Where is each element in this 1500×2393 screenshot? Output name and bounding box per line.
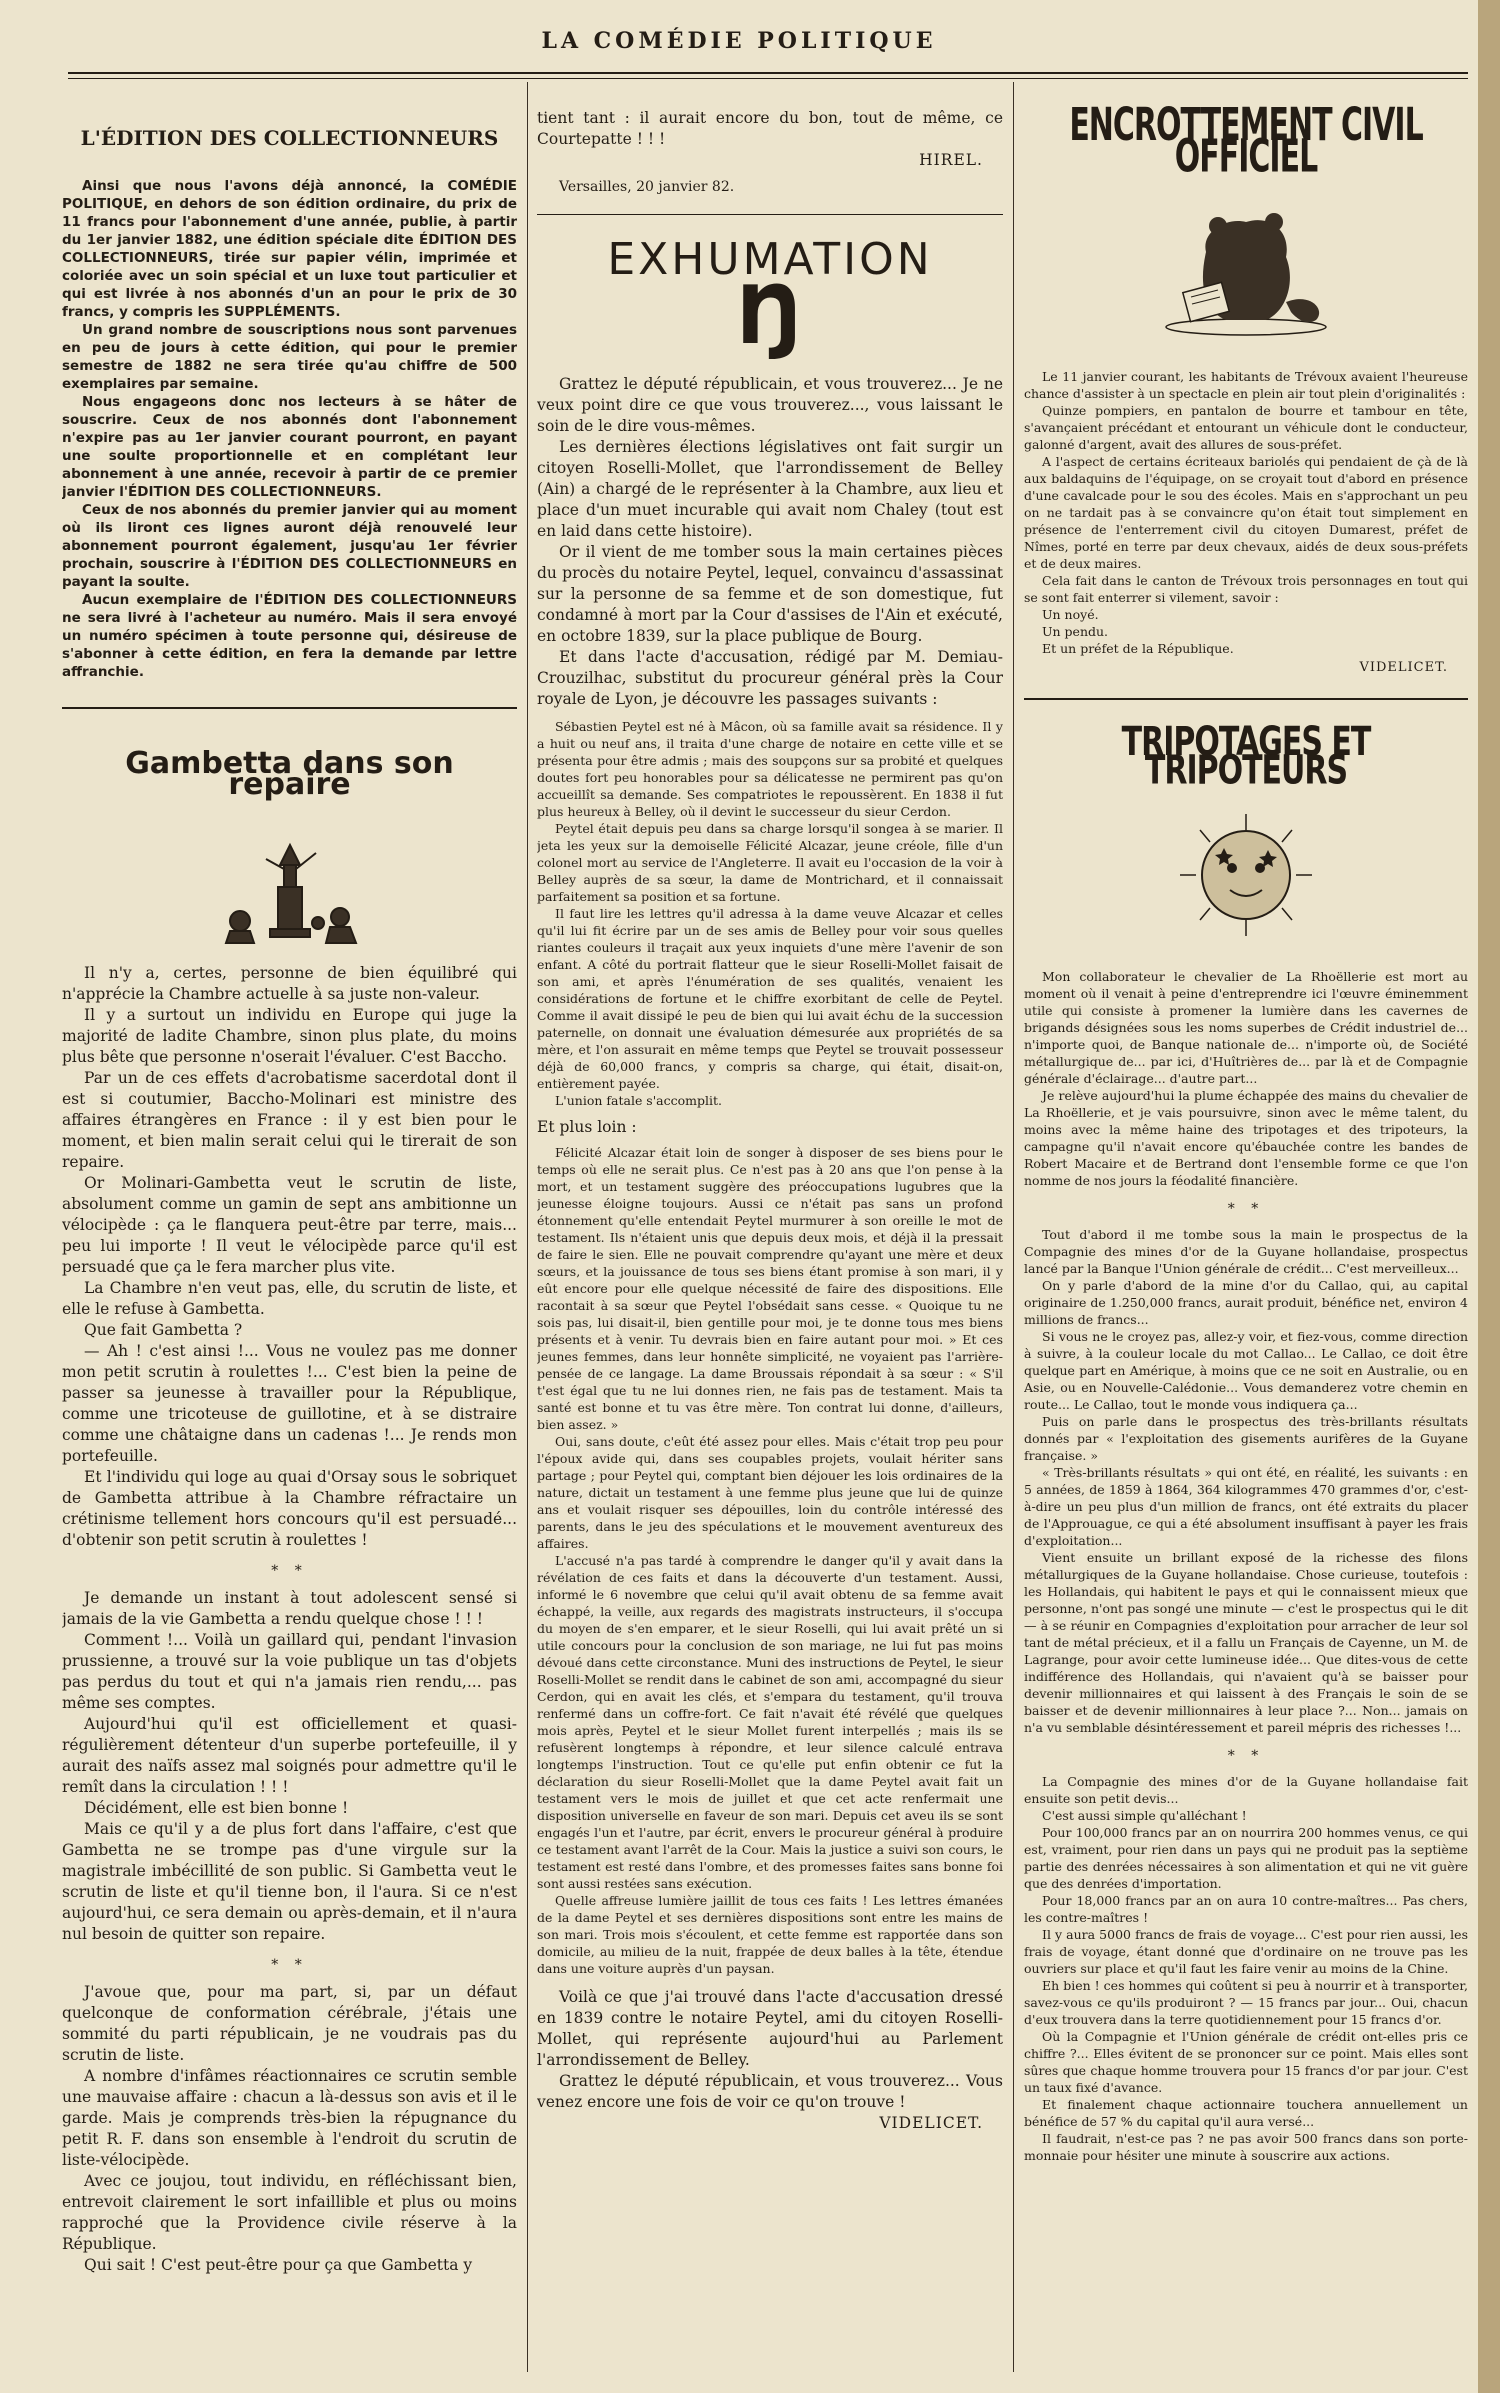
bear-rat-illustration bbox=[1146, 192, 1346, 342]
section-rule bbox=[1024, 698, 1468, 700]
article-paragraph: Pour 100,000 francs par an on nourrira 200 hommes venus, ce qui est, vraiment, pour rien dans un pays qui ne produit pas la septième partie des denrées nécessaires à son alimentation et qui ne vit guère que des denrées d'importation. bbox=[1024, 1825, 1468, 1891]
quote-paragraph: Il faut lire les lettres qu'il adressa à la dame veuve Alcazar et celles qu'il lui fit écrire par un de ses amis de Belley pour voir sous quelles riantes couleurs il traçait aux yeux inquiets d'une mère l'avenir de son enfant. A côté du portrait flatteur que le sieur Roselli-Mollet faisait de son ami, et après l'énumération de ses qualités, venaient les considérations de fortune et le chiffre exorbitant de celle de Peytel. Comme il avait dissipé le peu de bien qui lui avait échu de la succession paternelle, on donnait une évaluation démesurée aux propriétés de sa mère, et l'on assurait en même temps que Peytel se trouvait possesseur déjà de 60,000 francs, y compris sa charge, qui était, disait-on, entièrement payée. bbox=[537, 906, 1003, 1091]
column-divider-1 bbox=[527, 82, 528, 2372]
bishop-statue-illustration bbox=[200, 825, 380, 945]
article-paragraph: Avec ce joujou, tout individu, en réfléchissant bien, entrevoit clairement le sort infaillible et plus ou moins rapproché que la Providence civile réserve à la République. bbox=[62, 2172, 517, 2253]
collectors-edition-notice bbox=[62, 177, 517, 681]
dateline: Versailles, 20 janvier 82. bbox=[559, 179, 735, 195]
gambetta-body-b bbox=[62, 1588, 517, 1945]
tripotages-body-a bbox=[1024, 968, 1468, 1189]
notice-paragraph: Ainsi que nous l'avons déjà annoncé, la COMÉDIE POLITIQUE, en dehors de son édition ordinaire, du prix de 11 francs pour l'abonnement d'une année, publie, à partir du 1er janvier 1882, une édition spéciale dite ÉDITION DES COLLECTIONNEURS, tirée sur papier vélin, imprimée et coloriée avec un soin spécial et un luxe tout particulier et qui est livrée à nos abonnés d'un an pour le prix de 30 francs, y compris les SUPPLÉMENTS. bbox=[62, 178, 517, 320]
section-stars: * * bbox=[1227, 1748, 1265, 1764]
article-paragraph: Un noyé. bbox=[1042, 607, 1099, 622]
article-paragraph: Puis on parle dans le prospectus des très-brillants résultats donnés par « l'exploitation des gisements aurifères de la Guyane française. » bbox=[1024, 1414, 1468, 1463]
article-paragraph: Il y aura 5000 francs de frais de voyage... C'est pour rien aussi, les frais de voyage, étant donné que d'ordinaire on ne trouve pas les ouvriers sur place et qu'il faut les faire venir au moins de la Chine. bbox=[1024, 1927, 1468, 1976]
tripotages-body-b bbox=[1024, 1226, 1468, 1736]
quote-paragraph: Oui, sans doute, c'eût été assez pour elles. Mais c'était trop peu pour l'époux avide qui, dans ses coupables projets, voulait hériter sans partage ; pour Peytel qui, comptant bien déjouer les lois ordinaires de la nature, dictait un testament à une femme plus jeune que lui de quinze ans et voulait risquer ses dépouilles, loin du contrôle intéressé des parents, dans le jeu des spéculations et le mouvement aventureux des affaires. bbox=[537, 1434, 1003, 1551]
article-paragraph: Mais ce qu'il y a de plus fort dans l'affaire, c'est que Gambetta ne se trompe pas d'une virgule sur la magistrale imbécillité de son public. Si Gambetta veut le scrutin de liste et qu'il tienne bon, il l'aura. Si ce n'est aujourd'hui, ce sera demain ou après-demain, et il n'aura nul besoin de quitter son repaire. bbox=[62, 1820, 517, 1943]
ornamental-drop-letter: Ŋ bbox=[736, 269, 804, 362]
gambetta-article-title: Gambetta dans son repaire bbox=[125, 746, 454, 802]
signature-videlicet: VIDELICET. bbox=[1359, 660, 1448, 675]
article-paragraph: — Ah ! c'est ainsi !... Vous ne voulez pas me donner mon petit scrutin à roulettes !... C'est bien la peine de passer sa jeunesse à travailler pour la République, comme une tricoteuse de guillotine, et à se distraire comme une châtaigne dans un cadenas !... Je rends mon portefeuille. bbox=[62, 1342, 517, 1465]
section-stars: * * bbox=[271, 1563, 308, 1579]
gambetta-body-c bbox=[62, 1982, 517, 2276]
article-paragraph: Si vous ne le croyez pas, allez-y voir, et fiez-vous, comme direction à suivre, à la couleur locale du mot Callao... Le Callao, ce doit être quelque part en Amérique, à moins que ce ne soit en Australie, ou en Asie, ou en Nouvelle-Calédonie... Vous demanderez votre chemin en route... Le Callao, tout le monde vous indiquera ça... bbox=[1024, 1329, 1468, 1412]
article-paragraph: C'est aussi simple qu'alléchant ! bbox=[1042, 1808, 1247, 1823]
sun-moon-medallion-illustration bbox=[1166, 810, 1326, 940]
column-2 bbox=[537, 108, 1003, 2378]
article-paragraph: Voilà ce que j'ai trouvé dans l'acte d'accusation dressé en 1839 contre le notaire Peytel, ami du citoyen Roselli-Mollet, qui représente aujourd'hui au Parlement l'arrondissement de Belley. bbox=[537, 1988, 1003, 2069]
notice-paragraph: Ceux de nos abonnés du premier janvier qui au moment où ils liront ces lignes auront déjà renouvelé leur abonnement pourront également, jusqu'au 1er février prochain, souscrire à l'ÉDITION DES COLLECTIONNEURS en payant la soulte. bbox=[62, 502, 517, 590]
gambetta-body-a bbox=[62, 963, 517, 1551]
article-paragraph: « Très-brillants résultats » qui ont été, en réalité, les suivants : en 5 années, de 1859 à 1864, 364 kilogrammes 470 grammes d'or, c'est-à-dire un peu plus d'un million de francs, ont été extraits du placer de l'Approuague, ce qui a été absolument insuffisant à payer les frais d'exploitation... bbox=[1024, 1465, 1468, 1548]
top-rule-thin bbox=[68, 78, 1468, 79]
collectors-edition-title: L'ÉDITION DES COLLECTIONNEURS bbox=[80, 126, 499, 150]
article-paragraph: Décidément, elle est bien bonne ! bbox=[84, 1799, 349, 1817]
signature-hirel: HIREL. bbox=[919, 151, 983, 169]
section-stars: * * bbox=[271, 1957, 308, 1973]
article-paragraph: Il faudrait, n'est-ce pas ? ne pas avoir 500 francs dans son porte-monnaie pour hésiter une minute à souscrire aux actions. bbox=[1024, 2131, 1468, 2163]
article-paragraph: Et un préfet de la République. bbox=[1042, 641, 1234, 656]
tripotages-title: TRIPOTAGES ET TRIPOTEURS bbox=[1121, 718, 1371, 795]
indictment-quote-1 bbox=[537, 718, 1003, 1109]
section-rule bbox=[537, 214, 1003, 215]
carryover-text: tient tant : il aurait encore du bon, tout de même, ce Courtepatte ! ! ! bbox=[537, 109, 1003, 148]
article-paragraph: Mon collaborateur le chevalier de La Rhoëllerie est mort au moment où il venait à peine d'entreprendre ici l'œuvre éminemment utile qui consiste à promener la lumière dans les cavernes de brigands désignées sous les noms superbes de Crédit industriel de... n'importe quoi, de Banque nationale de... n'importe où, de Société métallurgique de... par ici, d'Huîtrières de... par là et de Compagnie générale d'éclairage... d'autre part... bbox=[1024, 969, 1468, 1086]
article-paragraph: Aujourd'hui qu'il est officiellement et quasi-régulièrement détenteur d'un superbe portefeuille, il y aurait des naïfs assez mal soignés pour admettre qu'il le remît dans la circulation ! ! ! bbox=[62, 1715, 517, 1796]
article-paragraph: Il n'y a, certes, personne de bien équilibré qui n'apprécie la Chambre actuelle à sa juste non-valeur. bbox=[62, 964, 517, 1003]
encrottement-title: ENCROTTEMENT CIVIL OFFICIEL bbox=[1069, 99, 1423, 184]
article-paragraph: A l'aspect de certains écriteaux bariolés qui pendaient de çà de là aux baldaquins de l'équipage, on se croyait tout d'abord en présence d'une cavalcade pour le sou des écoles. Mais en s'approchant un peu on ne tardait pas à se convaincre qu'on était tout simplement en présence de l'enterrement civil du citoyen Dumarest, préfet de Nîmes, porté en terre par deux chevaux, aidés de deux sous-préfets et de deux maires. bbox=[1024, 454, 1468, 571]
transition-text: Et plus loin : bbox=[537, 1118, 637, 1136]
quote-paragraph: Peytel était depuis peu dans sa charge lorsqu'il songea à se marier. Il jeta les yeux sur la demoiselle Félicité Alcazar, jeune créole, fille d'un colonel mort au service de l'Angleterre. Il avait eu l'occasion de la voir à Belley auprès de sa sœur, la dame de Montrichard, et il connaissait parfaitement sa position et sa fortune. bbox=[537, 821, 1003, 904]
article-paragraph: Pour 18,000 francs par an on aura 10 contre-maîtres... Pas chers, les contre-maîtres ! bbox=[1024, 1893, 1468, 1925]
article-paragraph: Il y a surtout un individu en Europe qui juge la majorité de ladite Chambre, sinon plus plate, du moins plus bête que personne n'oserait l'évaluer. C'est Baccho. bbox=[62, 1006, 517, 1066]
section-rule bbox=[62, 707, 517, 709]
article-paragraph: Le 11 janvier courant, les habitants de Trévoux avaient l'heureuse chance d'assister à un spectacle en plein air tout plein d'originalités : bbox=[1024, 369, 1468, 401]
article-paragraph: Comment !... Voilà un gaillard qui, pendant l'invasion prussienne, a trouvé sur la voie publique un tas d'objets pas perdus du tout et qui n'a jamais rien rendu,... pas même ses comptes. bbox=[62, 1631, 517, 1712]
quote-paragraph: Quelle affreuse lumière jaillit de tous ces faits ! Les lettres émanées de la dame Peytel et ses dernières dispositions sont entre les mains de son mari. Trois mois s'écoulent, et cette femme est rapportée dans son domicile, au milieu de la nuit, frappée de deux balles à la tête, étendue dans une voiture auprès d'un paysan. bbox=[537, 1893, 1003, 1976]
article-paragraph: Qui sait ! C'est peut-être pour ça que Gambetta y bbox=[84, 2256, 473, 2274]
masthead: LA COMÉDIE POLITIQUE bbox=[541, 28, 937, 54]
article-paragraph: Grattez le député républicain, et vous trouverez... Vous venez encore une fois de voir ce qu'on trouve ! bbox=[537, 2072, 1003, 2111]
article-paragraph: Cela fait dans le canton de Trévoux trois personnages en tout qui se sont fait enterrer si vilement, savoir : bbox=[1024, 573, 1468, 605]
quote-paragraph: Félicité Alcazar était loin de songer à disposer de ses biens pour le temps où elle ne serait plus. Ce n'est pas à 20 ans que l'on pense à la mort, et un testament suggère des préoccupations lugubres que la jeunesse éloigne toujours. Aussi ce n'était pas sans un profond étonnement qu'elle entendait Peytel murmurer à son oreille le mot de testament. Ils n'étaient unis que depuis deux mois, et déjà il la pressait de faire le sien. Elle ne pouvait comprendre qu'ayant une mère et deux sœurs, et la jouissance de tous ses biens étant promise à son mari, il y eût encore pour elle quelque nécessité de faire des dispositions. Elle racontait à sa sœur que Peytel l'obsédait sans cesse. « Quoique tu ne sois pas, lui disait-il, bien gentille pour moi, je te donne tous mes biens présents et à venir. Tu devrais bien en faire autant pour moi. » Et ces jeunes femmes, dans leur honnête simplicité, ne voyaient pas l'arrière-pensée de ce langage. La dame Broussais répondait à sa sœur : « S'il t'est égal que tu ne lui donnes rien, ne fais pas de testament. Mais ta santé est bonne et tu vas être mère. Ton contrat lui donne, d'ailleurs, bien assez. » bbox=[537, 1145, 1003, 1432]
article-paragraph: La Compagnie des mines d'or de la Guyane hollandaise fait ensuite son petit devis... bbox=[1024, 1774, 1468, 1806]
article-paragraph: Eh bien ! ces hommes qui coûtent si peu à nourrir et à transporter, savez-vous ce qu'ils produiront ? — 15 francs par jour... Oui, chacun d'eux trouvera dans la terre quotidiennement pour 15 francs d'or. bbox=[1024, 1978, 1468, 2027]
article-paragraph: Les dernières élections législatives ont fait surgir un citoyen Roselli-Mollet, que l'arrondissement de Belley (Ain) a chargé de le représenter à la Chambre, aux lieu et place d'un muet incurable qui avait nom Chaley (tout est en laid dans cette histoire). bbox=[537, 438, 1003, 540]
column-1 bbox=[62, 90, 517, 2380]
article-paragraph: Un pendu. bbox=[1042, 624, 1109, 639]
article-paragraph: Et l'individu qui loge au quai d'Orsay sous le sobriquet de Gambetta attribue à la Chambre réfractaire un crétinisme tellement hors concours qu'il est persuadé... d'obtenir son petit scrutin à roulettes ! bbox=[62, 1468, 517, 1549]
article-paragraph: On y parle d'abord de la mine d'or du Callao, qui, au capital originaire de 1.250,000 francs, aurait produit, bénéfice net, environ 4 millions de francs... bbox=[1024, 1278, 1468, 1327]
article-paragraph: Quinze pompiers, en pantalon de bourre et tambour en tête, s'avançaient précédant et entourant un véhicule dont le conducteur, galonné d'argent, avait des allures de sous-préfet. bbox=[1024, 403, 1468, 452]
section-stars: * * bbox=[1227, 1201, 1265, 1217]
article-paragraph: A nombre d'infâmes réactionnaires ce scrutin semble une mauvaise affaire : chacun a là-dessus son avis et il le garde. Mais je comprends très-bien la répugnance du petit R. F. dans son ensemble à l'endroit du scrutin de liste-vélocipède. bbox=[62, 2067, 517, 2169]
column-3 bbox=[1024, 96, 1468, 2376]
article-paragraph: La Chambre n'en veut pas, elle, du scrutin de liste, et elle le refuse à Gambetta. bbox=[62, 1279, 517, 1318]
article-paragraph: Vient ensuite un brillant exposé de la richesse des filons métallurgiques de la Guyane hollandaise. Chose curieuse, toutefois : les Hollandais, qui habitent le pays et qui le connaissent mieux que personne, n'ont pas songé une minute — c'est le prospectus qui le dit — à se réunir en Compagnies d'exploitation pour arracher de leur sol tant de métal précieux, et il a fallu un Français de Cayenne, un M. de Lagrange, pour avoir cette lumineuse idée... Que dites-vous de cette indifférence des Hollandais, qui n'avaient qu'à se baisser pour devenir millionnaires et qui laissent à des Français le soin de se baisser et de devenir millionnaires à leur place ?... Non... jamais on n'a vu semblable désintéressement et pareil mépris des richesses !... bbox=[1024, 1550, 1468, 1735]
notice-paragraph: Un grand nombre de souscriptions nous sont parvenues en peu de jours à cette édition, qui pour le premier semestre de 1882 ne sera tirée qu'au chiffre de 500 exemplaires par semaine. bbox=[62, 322, 517, 392]
indictment-quote-2 bbox=[537, 1144, 1003, 1977]
quote-paragraph: Sébastien Peytel est né à Mâcon, où sa famille avait sa résidence. Il y a huit ou neuf ans, il traita d'une charge de notaire en cette ville et se présenta pour être admis ; mais des soupçons sur sa probité et quelques doutes fort peu honorables pour sa délicatesse ne permirent pas qu'on accueillît sa demande. Ses compatriotes le repoussèrent. En 1838 il fut plus heureux à Belley, où il devint le successeur du sieur Cerdon. bbox=[537, 719, 1003, 819]
notice-paragraph: Aucun exemplaire de l'ÉDITION DES COLLECTIONNEURS ne sera livré à l'acheteur au numéro. Mais il sera envoyé un numéro spécimen à toute personne qui, désireuse de s'abonner à cette édition, en fera la demande par lettre affranchie. bbox=[62, 592, 517, 680]
top-rule bbox=[68, 72, 1468, 74]
article-paragraph: Par un de ces effets d'acrobatisme sacerdotal dont il est si coutumier, Baccho-Molinari est ministre des affaires étrangères en France : il y est bien pour le moment, et bien malin serait celui qui le tirerait de son repaire. bbox=[62, 1069, 517, 1171]
article-paragraph: Grattez le député républicain, et vous trouverez... Je ne veux point dire ce que vous trouverez..., vous laissant le soin de le dire vous-mêmes. bbox=[537, 375, 1003, 435]
article-paragraph: Je relève aujourd'hui la plume échappée des mains du chevalier de La Rhoëllerie, et je vais poursuivre, sinon avec le même talent, du moins avec la même haine des tripotages et des tripoteurs, la campagne qu'il n'avait encore qu'ébauchée contre les bandes de Robert Macaire et de Bertrand dont l'ensemble forme ce que l'on nomme de nos jours la féodalité financière. bbox=[1024, 1088, 1468, 1188]
article-paragraph: J'avoue que, pour ma part, si, par un défaut quelconque de conformation cérébrale, j'étais une sommité du parti républicain, je ne voudrais pas du scrutin de liste. bbox=[62, 1983, 517, 2064]
tripotages-body-c bbox=[1024, 1773, 1468, 2164]
exhumation-outro bbox=[537, 1987, 1003, 2113]
article-paragraph: Or il vient de me tomber sous la main certaines pièces du procès du notaire Peytel, lequel, convaincu d'assassinat sur la personne de sa femme et de son domestique, fut condamné à mort par la Cour d'assises de l'Ain et exécuté, en octobre 1839, sur la place publique de Bourg. bbox=[537, 543, 1003, 645]
exhumation-title: EXHUMATION bbox=[607, 234, 933, 285]
article-paragraph: Je demande un instant à tout adolescent sensé si jamais de la vie Gambetta a rendu quelque chose ! ! ! bbox=[62, 1589, 517, 1628]
article-paragraph: Tout d'abord il me tombe sous la main le prospectus de la Compagnie des mines d'or de la Guyane hollandaise, prospectus lancé par la Banque l'Union générale de crédit... C'est merveilleux... bbox=[1024, 1227, 1468, 1276]
signature-videlicet: VIDELICET. bbox=[879, 2114, 983, 2132]
binding-edge bbox=[1478, 0, 1500, 2393]
article-paragraph: Où la Compagnie et l'Union générale de crédit ont-elles pris ce chiffre ?... Elles évitent de se prononcer sur ce point. Mais elles sont sûres que chaque homme trouvera pour 15 francs d'or par jour. C'est un taux fixé d'avance. bbox=[1024, 2029, 1468, 2095]
exhumation-intro bbox=[537, 374, 1003, 710]
article-paragraph: Que fait Gambetta ? bbox=[84, 1321, 243, 1339]
article-paragraph: Et dans l'acte d'accusation, rédigé par M. Demiau-Crouzilhac, substitut du procureur général près la Cour royale de Lyon, je découvre les passages suivants : bbox=[537, 648, 1003, 708]
encrottement-body bbox=[1024, 368, 1468, 657]
column-divider-2 bbox=[1013, 82, 1014, 2372]
quote-paragraph: L'union fatale s'accomplit. bbox=[555, 1093, 722, 1108]
notice-paragraph: Nous engageons donc nos lecteurs à se hâter de souscrire. Ceux de nos abonnés dont l'abonnement n'expire pas au 1er janvier courant pourront, en payant une soulte proportionnelle et en complétant leur abonnement à une année, recevoir à partir de ce premier janvier l'ÉDITION DES COLLECTIONNEURS. bbox=[62, 394, 517, 500]
article-paragraph: Or Molinari-Gambetta veut le scrutin de liste, absolument comme un gamin de sept ans ambitionne un vélocipède : ça le flanquera peut-être par terre, mais... peu lui importe ! Il veut le vélocipède parce qu'il est persuadé que ça le fera marcher plus vite. bbox=[62, 1174, 517, 1276]
quote-paragraph: L'accusé n'a pas tardé à comprendre le danger qu'il y avait dans la révélation de ces faits et dans la découverte d'un testament. Aussi, informé le 6 novembre que celui qu'il avait obtenu de sa femme avait échappé, la veille, aux regards des magistrats instructeurs, il s'occupa du moyen de s'en emparer, et le sieur Roselli, qui lui avait prêté un si utile concours pour la conclusion de son mariage, ne lui fut pas moins dévoué dans cette circonstance. Muni des instructions de Peytel, le sieur Roselli-Mollet se rendit dans le cabinet de son ami, accompagné du sieur Cerdon, qui en avait les clés, et s'empara du testament, qu'il trouva renfermé dans un coffre-fort. Ce fait n'avait été révélé que quelques mois après, Peytel et le sieur Mollet furent interpellés ; mais ils se refusèrent longtemps à répondre, et leur silence calculé entrava longtemps l'instruction. Tout ce qu'elle put enfin obtenir ce fut la déclaration du sieur Roselli-Mollet que la dame Peytel avait fait un testament vers le mois de juillet et que cet acte renfermait une disposition universelle en faveur de son mari. Depuis cet aveu ils se sont engagés l'un et l'autre, par écrit, envers le procureur général à produire ce testament avant l'arrêt de la Cour. Mais la justice a suivi son cours, le testament est resté dans l'ombre, et des promesses faites sans bonne foi sont aussi restées sans exécution. bbox=[537, 1553, 1003, 1891]
article-paragraph: Et finalement chaque actionnaire touchera annuellement un bénéfice de 57 % du capital qu'il aura versé... bbox=[1024, 2097, 1468, 2129]
